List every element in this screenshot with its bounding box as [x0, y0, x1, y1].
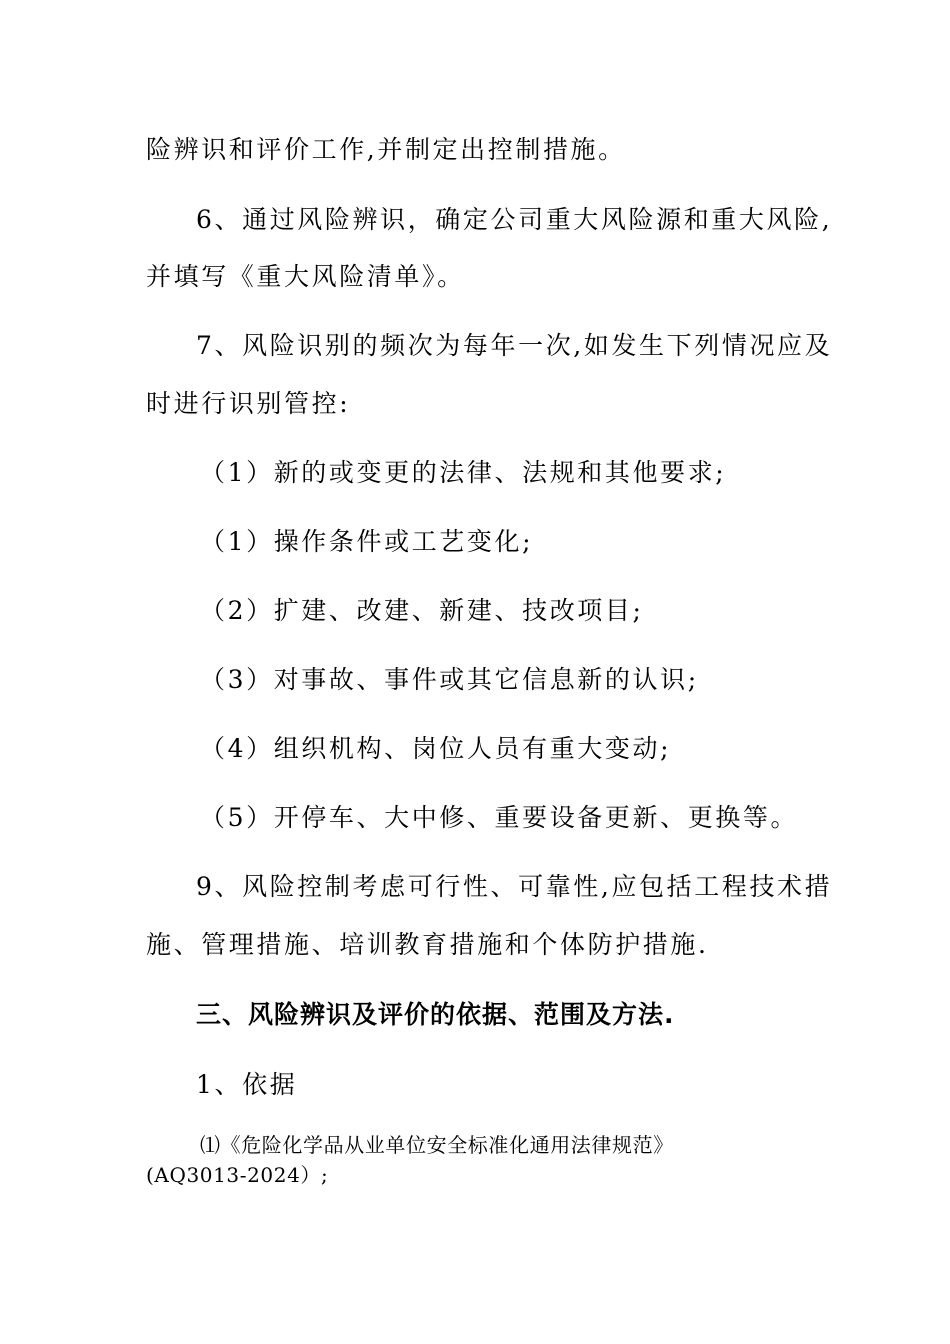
list-item: （5）开停车、大中修、重要设备更新、更换等。 — [200, 803, 799, 832]
reference-item: ⑴《危险化学品从业单位安全标准化通用法律规范》 — [200, 1133, 674, 1157]
section-heading: 三、风险辨识及评价的依据、范围及方法. — [196, 1000, 675, 1029]
subsection-heading: 1、依据 — [196, 1070, 298, 1099]
list-item: （4）组织机构、岗位人员有重大变动; — [200, 734, 672, 763]
list-item: （3）对事故、事件或其它信息新的认识; — [200, 665, 699, 694]
paragraph-line: 9、风险控制考虑可行性、可靠性,应包括工程技术措 — [196, 872, 833, 901]
paragraph-line: 并填写《重大风险清单》。 — [146, 262, 465, 291]
paragraph-line: 7、风险识别的频次为每年一次,如发生下列情况应及 — [196, 331, 833, 360]
list-item: （1）新的或变更的法律、法规和其他要求; — [200, 458, 727, 487]
paragraph-line: 险辨识和评价工作,并制定出控制措施。 — [146, 135, 626, 164]
list-item: （2）扩建、改建、新建、技改项目; — [200, 596, 644, 625]
paragraph-line: 时进行识别管控: — [146, 389, 351, 418]
paragraph-line: 6、通过风险辨识，确定公司重大风险源和重大风险, — [196, 205, 833, 234]
reference-item: (AQ3013-2024）; — [146, 1163, 329, 1187]
list-item: （1）操作条件或工艺变化; — [200, 527, 534, 556]
paragraph-line: 施、管理措施、培训教育措施和个体防护措施. — [146, 930, 709, 959]
